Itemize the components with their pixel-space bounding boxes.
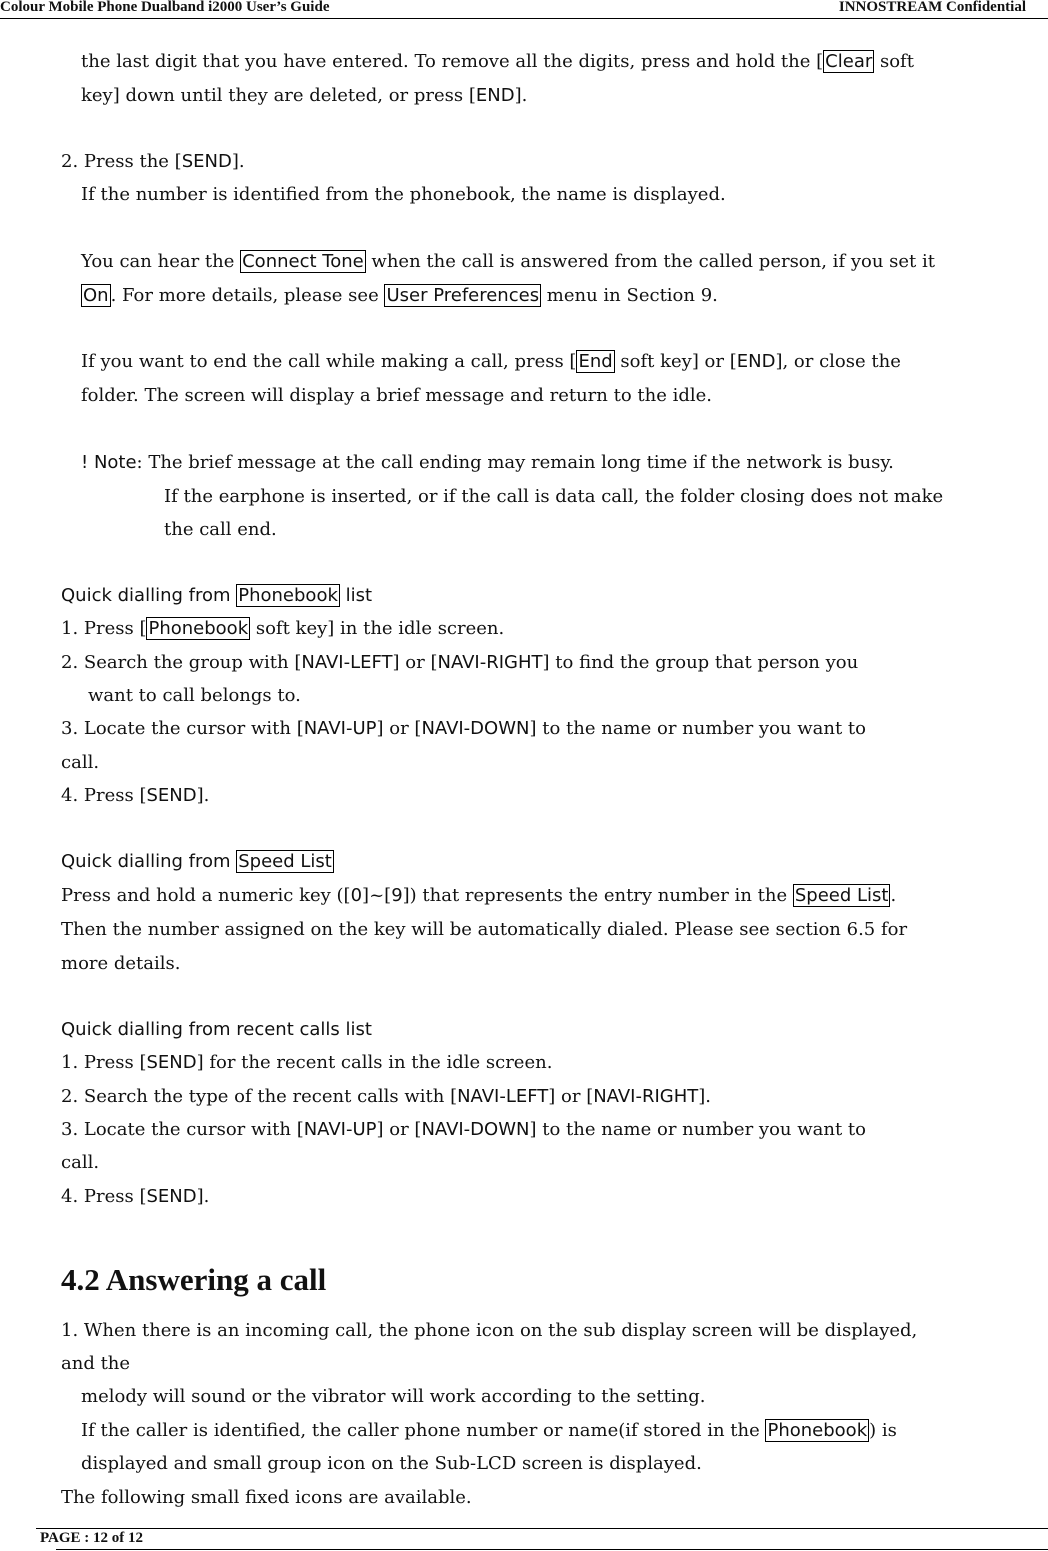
key-navi-down: NAVI-DOWN [421, 1119, 530, 1140]
note-line: ! Note: The brief message at the call ending may remain long time if the network is busy. [81, 452, 894, 473]
menu-phonebook: Phonebook [767, 1420, 868, 1441]
subheading-phonebook: Quick dialling from Phonebook list [61, 585, 373, 606]
text-line: 1. Press [SEND] for the recent calls in the idle screen. [61, 1052, 553, 1073]
key-send: SEND [181, 151, 232, 172]
text-line: 1. Press [ Phonebook soft key] in the idle screen. [61, 618, 505, 639]
menu-speed-list: Speed List [238, 851, 332, 872]
page-header [0, 0, 1048, 19]
menu-phonebook: Phonebook [238, 585, 338, 606]
text-line: 2. Search the group with [NAVI-LEFT] or [NAVI-RIGHT] to find the group that person you [61, 652, 859, 673]
subheading-recent-calls: Quick dialling from recent calls list [61, 1019, 372, 1040]
key-send: SEND [146, 1186, 197, 1207]
footer-rule-bottom [56, 1549, 1048, 1550]
header-confidential: INNOSTREAM Confidential [838, 0, 1026, 15]
key-navi-down: NAVI-DOWN [421, 718, 530, 739]
text-line: 2. Press the [SEND]. [61, 151, 245, 172]
menu-speed-list: Speed List [794, 885, 889, 906]
subheading-speed-list: Quick dialling from Speed List [61, 851, 332, 872]
text-line: Press and hold a numeric key ([0]~[9]) that represents the entry number in the Speed List . [61, 885, 897, 906]
page-number: PAGE : 12 of 12 [40, 1530, 144, 1546]
text-line: folder. The screen will display a brief message and return to the idle. [81, 385, 713, 406]
header-title: Colour Mobile Phone Dualband i2000 User’s Guide [0, 0, 330, 15]
text-line: 4. Press [SEND]. [61, 785, 210, 806]
text-line: On . For more details, please see User Preferences menu in Section 9. [83, 285, 718, 306]
text-line: displayed and small group icon on the Sub-LCD screen is displayed. [81, 1453, 702, 1474]
key-navi-left: NAVI-LEFT [301, 652, 393, 673]
softkey-end: End [578, 351, 613, 372]
key-0: 0 [350, 885, 363, 906]
key-navi-right: NAVI-RIGHT [437, 652, 543, 673]
menu-user-preferences: User Preferences [386, 285, 540, 306]
text-line: The following small fixed icons are available. [61, 1487, 472, 1508]
text-line: the last digit that you have entered. To remove all the digits, press and hold the [ Clear soft [81, 51, 914, 72]
text-line: more details. [61, 953, 181, 974]
text-line: Then the number assigned on the key will be automatically dialed. Please see section 6.5 for [61, 919, 908, 940]
key-navi-right: NAVI-RIGHT [593, 1086, 699, 1107]
note-label: ! Note [81, 452, 137, 473]
text-line: If you want to end the call while making a call, press [ End soft key] or [END], or close the [81, 351, 901, 372]
key-send: SEND [146, 785, 197, 806]
section-heading: 4.2 Answering a call [61, 1262, 327, 1297]
key-send: SEND [146, 1052, 197, 1073]
text-line: want to call belongs to. [88, 685, 301, 706]
text-line: If the earphone is inserted, or if the call is data call, the folder closing does not make [164, 486, 944, 507]
text-line: You can hear the Connect Tone when the call is answered from the called person, if you set it [81, 251, 935, 272]
text-line: 4. Press [SEND]. [61, 1186, 210, 1207]
key-navi-up: NAVI-UP [303, 1119, 377, 1140]
text-line: and the [61, 1353, 131, 1374]
text-line: 3. Locate the cursor with [NAVI-UP] or [NAVI-DOWN] to the name or number you want to [61, 718, 866, 739]
footer-rule-top [36, 1528, 1048, 1529]
key-navi-left: NAVI-LEFT [457, 1086, 549, 1107]
key-end: END [736, 351, 776, 372]
text-line: key] down until they are deleted, or press [END]. [81, 85, 528, 106]
text-line: call. [61, 1152, 100, 1173]
text-line: 3. Locate the cursor with [NAVI-UP] or [NAVI-DOWN] to the name or number you want to [61, 1119, 866, 1140]
key-end: END [475, 85, 515, 106]
text-line: the call end. [164, 519, 277, 540]
menu-connect-tone: Connect Tone [242, 251, 364, 272]
option-on: On [83, 285, 109, 306]
text-line: If the caller is identified, the caller phone number or name(if stored in the Phonebook ) is [81, 1420, 897, 1441]
text-line: call. [61, 752, 100, 773]
key-navi-up: NAVI-UP [303, 718, 377, 739]
text-line: If the number is identified from the phonebook, the name is displayed. [81, 184, 726, 205]
text-line: melody will sound or the vibrator will work according to the setting. [81, 1386, 706, 1407]
key-clear: Clear [825, 51, 873, 72]
text-line: 2. Search the type of the recent calls with [NAVI-LEFT] or [NAVI-RIGHT]. [61, 1086, 712, 1107]
softkey-phonebook: Phonebook [148, 618, 249, 639]
key-9: 9 [391, 885, 403, 906]
text-line: 1. When there is an incoming call, the phone icon on the sub display screen will be displayed, [61, 1320, 918, 1341]
